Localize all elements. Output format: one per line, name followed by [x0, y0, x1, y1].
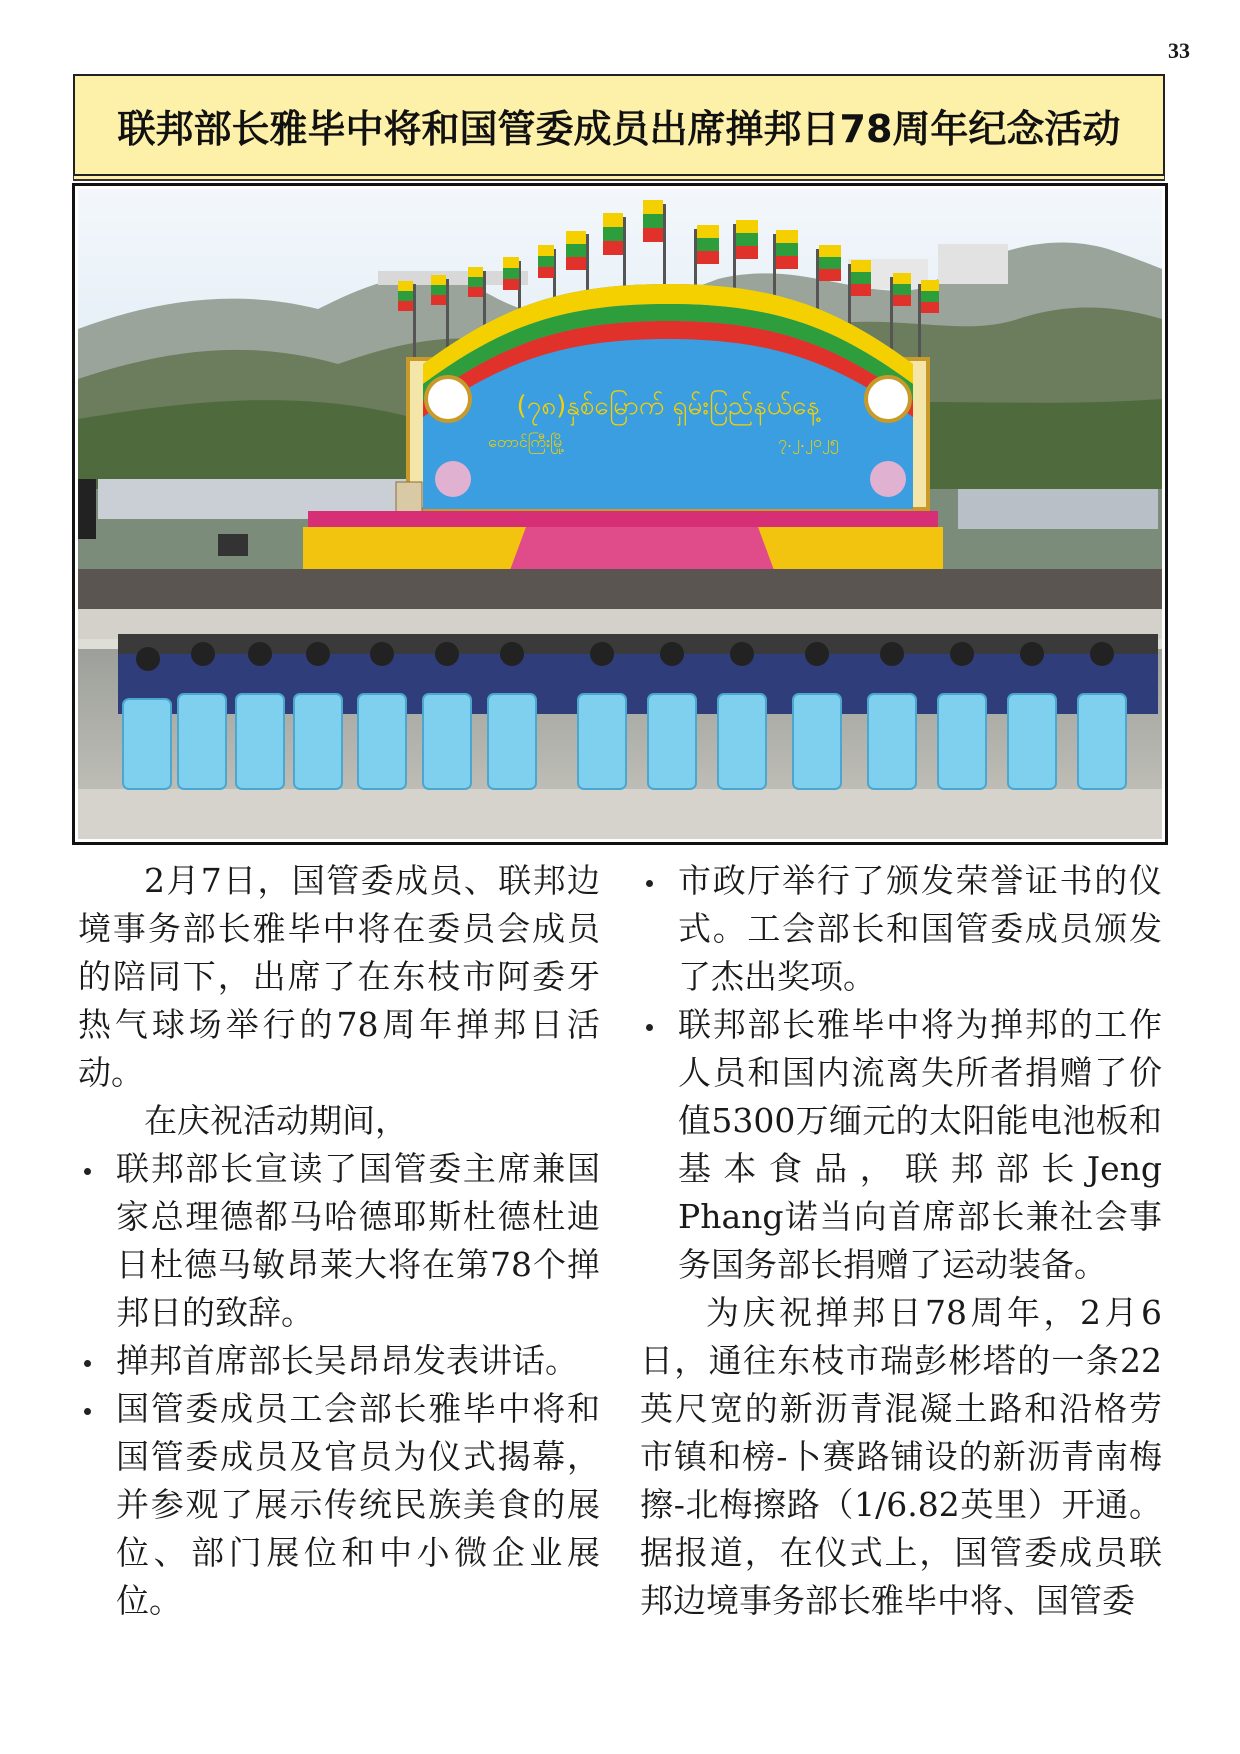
audience-crowd — [78, 569, 1162, 714]
list-item: 联邦部长宣读了国管委主席兼国家总理德都马哈德耶斯杜德杜迪日杜德马敏昂莱大将在第78个掸邦日的致辞。 — [78, 1145, 600, 1337]
list-item: 国管委成员工会部长雅毕中将和国管委成员及官员为仪式揭幕，并参观了展示传统民族美食的展位、部门展位和中小微企业展位。 — [78, 1385, 600, 1625]
article-title: 联邦部长雅毕中将和国管委成员出席掸邦日78周年纪念活动 — [117, 106, 1121, 151]
banner-date-text: ၇.၂.၂၀၂၅ — [778, 432, 839, 451]
event-photo — [72, 183, 1168, 845]
event-stage-photo-illustration — [78, 189, 1162, 839]
list-item: 联邦部长雅毕中将为掸邦的工作人员和国内流离失所者捐赠了价值5300万缅元的太阳能电池板和基本食品，联邦部长Jeng Phang诺当向首席部长兼社会事务国务部长捐赠了运动装备。 — [640, 1001, 1162, 1289]
stage-carpet — [308, 511, 938, 527]
paragraph-during: 在庆祝活动期间， — [144, 1101, 408, 1140]
list-item: 掸邦首席部长吴昂昂发表讲话。 — [78, 1337, 600, 1385]
paragraph-intro: 2月7日，国管委成员、联邦边境事务部长雅毕中将在委员会成员的陪同下，出席了在东枝市阿委牙热气球场举行的78周年掸邦日活动。 — [78, 861, 600, 1092]
banner-place-text: တောင်ကြီးမြို့ — [488, 432, 565, 451]
right-column — [640, 857, 1162, 1625]
list-item: 市政厅举行了颁发荣誉证书的仪式。工会部长和国管委成员颁发了杰出奖项。 — [640, 857, 1162, 1001]
paragraph-roads: 为庆祝掸邦日78周年，2月6日，通往东枝市瑞彭彬塔的一条22英尺宽的新沥青混凝土路和沿格劳市镇和榜-卜赛路铺设的新沥青南梅擦-北梅擦路（1/6.82英里）开通。据报道，在仪式上，国管委成员联邦边境事务部长雅毕中将、国管委 — [640, 1293, 1162, 1620]
title-banner — [73, 74, 1165, 176]
left-column — [78, 857, 600, 1625]
chairs-rows — [123, 694, 1126, 789]
page-number: 33 — [1168, 38, 1190, 63]
banner-title-text: (၇၈)နှစ်မြောက် ရှမ်းပြည်နယ်နေ့ — [516, 391, 820, 421]
